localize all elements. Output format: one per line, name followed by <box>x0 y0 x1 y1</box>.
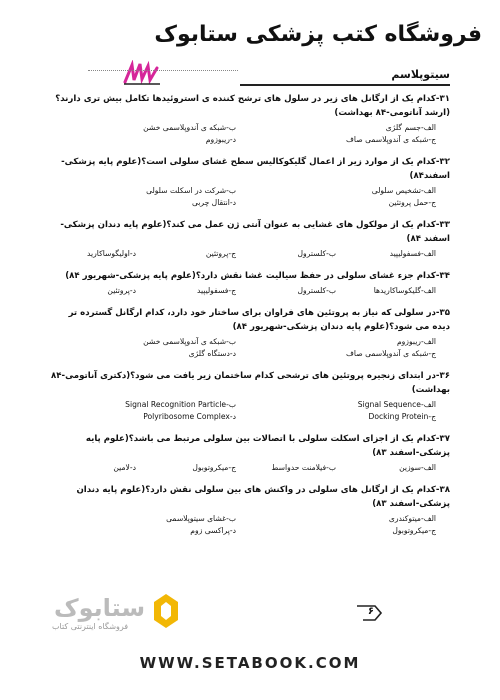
section-title: سیتوپلاسم <box>391 68 450 81</box>
question-text: ۳۵-در سلولی که نیاز به پروتئین های فراوان برای ساختار خود دارد، کدام ارگانل گسترده تر دیده می شود؟(علوم پایه دندان پزشکی-شهریور ۸۴) <box>68 308 450 332</box>
question-item <box>50 432 450 474</box>
option-c: ج-حمل پروتئین <box>388 198 436 207</box>
question-text: ۳۷-کدام یک از اجزای اسکلت سلولی با اتصالات بین سلولی مرتبط می باشد؟(علوم پایه پزشکی-اسفند ۸۳) <box>85 434 450 458</box>
option-a: الف-جسم گلژی <box>385 123 436 132</box>
question-item <box>50 306 450 360</box>
question-item <box>50 269 450 297</box>
question-list <box>50 92 450 546</box>
logo-text: ستابوک <box>54 594 146 622</box>
option-b: ب-Signal Recognition Particle <box>125 400 236 409</box>
option-c: ج-میکروتوبول <box>392 526 436 535</box>
logo-subtitle: فروشگاه اینترنتی کتاب <box>52 622 129 631</box>
option-d: د-دستگاه گلژی <box>188 349 236 358</box>
option-b: ب-کلسترول <box>297 249 336 258</box>
option-b: ب-کلسترول <box>297 286 336 295</box>
question-text: ۳۸-کدام یک از ارگانل های سلولی در واکنش های بین سلولی نقش دارد؟(علوم پایه دندان پزشکی-اسفند ۸۳) <box>76 485 450 509</box>
section-header <box>240 66 450 86</box>
option-c: ج-میکروتوبول <box>192 463 236 472</box>
option-c: ج-Docking Protein <box>368 412 436 421</box>
question-item <box>50 483 450 537</box>
option-b: ب-شبکه ی آندوپلاسمی خشن <box>143 123 236 132</box>
header-dotted-line <box>88 70 238 71</box>
option-b: ب-غشای سیتوپلاسمی <box>166 514 236 523</box>
question-text: ۳۲-کدام یک از موارد زیر از اعمال گلیکوکالیس سطح غشای سلولی است؟(علوم پایه پزشکی-اسفند۸۴) <box>61 157 450 181</box>
question-item <box>50 155 450 209</box>
option-a: الف-گلیکوساکاریدها <box>373 286 436 295</box>
option-d: د-ریبوزوم <box>205 135 236 144</box>
question-item <box>50 369 450 423</box>
option-a: الف-ریبوزوم <box>396 337 436 346</box>
option-d: د-اولیگوساکارید <box>87 249 136 258</box>
option-c: ج-پروتئین <box>205 249 236 258</box>
option-a: الف-سوزین <box>399 463 436 472</box>
option-c: ج-فسفولیپید <box>197 286 236 295</box>
option-b: ب-شرکت در اسکلت سلولی <box>146 186 236 195</box>
store-title: فروشگاه کتب پزشکی ستابوک <box>154 22 482 47</box>
option-a: الف-میتوکندری <box>388 514 436 523</box>
option-a: الف-تشخیص سلولی <box>371 186 436 195</box>
question-text: ۳۴-کدام جزء غشای سلولی در حفظ سیالیت غشا نقش دارد؟(علوم پایه پزشکی-شهریور ۸۴) <box>65 271 450 281</box>
question-item <box>50 218 450 260</box>
option-d: د-Polyribosome Complex <box>143 412 236 421</box>
option-a: الف-فسفولیپید <box>389 249 436 258</box>
option-a: الف-Signal Sequence <box>357 400 436 409</box>
page-number: ۶ <box>367 606 374 617</box>
option-d: د-لامین <box>113 463 136 472</box>
option-b: ب-فیلامنت حدواسط <box>271 463 336 472</box>
option-c: ج-شبکه ی آندوپلاسمی صاف <box>346 349 436 358</box>
question-text: ۳۱-کدام یک از ارگانل های زیر در سلول های ترشح کننده ی استروئیدها تکامل بیش تری دارند؟(ارشد آناتومی-۸۴ بهداشت) <box>55 94 450 118</box>
question-item <box>50 92 450 146</box>
question-text: ۳۳-کدام یک از مولکول های غشایی به عنوان آنتی ژن عمل می کند؟(علوم پایه دندان پزشکی-اسفند ۸۴) <box>60 220 450 244</box>
option-c: ج-شبکه ی آندوپلاسمی صاف <box>346 135 436 144</box>
option-d: د-پروتئین <box>107 286 136 295</box>
option-b: ب-شبکه ی آندوپلاسمی خشن <box>143 337 236 346</box>
option-d: د-انتقال چربی <box>191 198 236 207</box>
site-url-link[interactable]: WWW.SETABOOK.COM <box>139 654 361 672</box>
section-decoration-icon <box>122 60 162 86</box>
question-text: ۳۶-در ابتدای زنجیره پروتئین های ترشحی کدام ساختمان زیر یافت می شود؟(دکتری آناتومی-۸۴ بهداشت) <box>51 371 450 395</box>
option-d: د-پراکسی زوم <box>190 526 236 535</box>
